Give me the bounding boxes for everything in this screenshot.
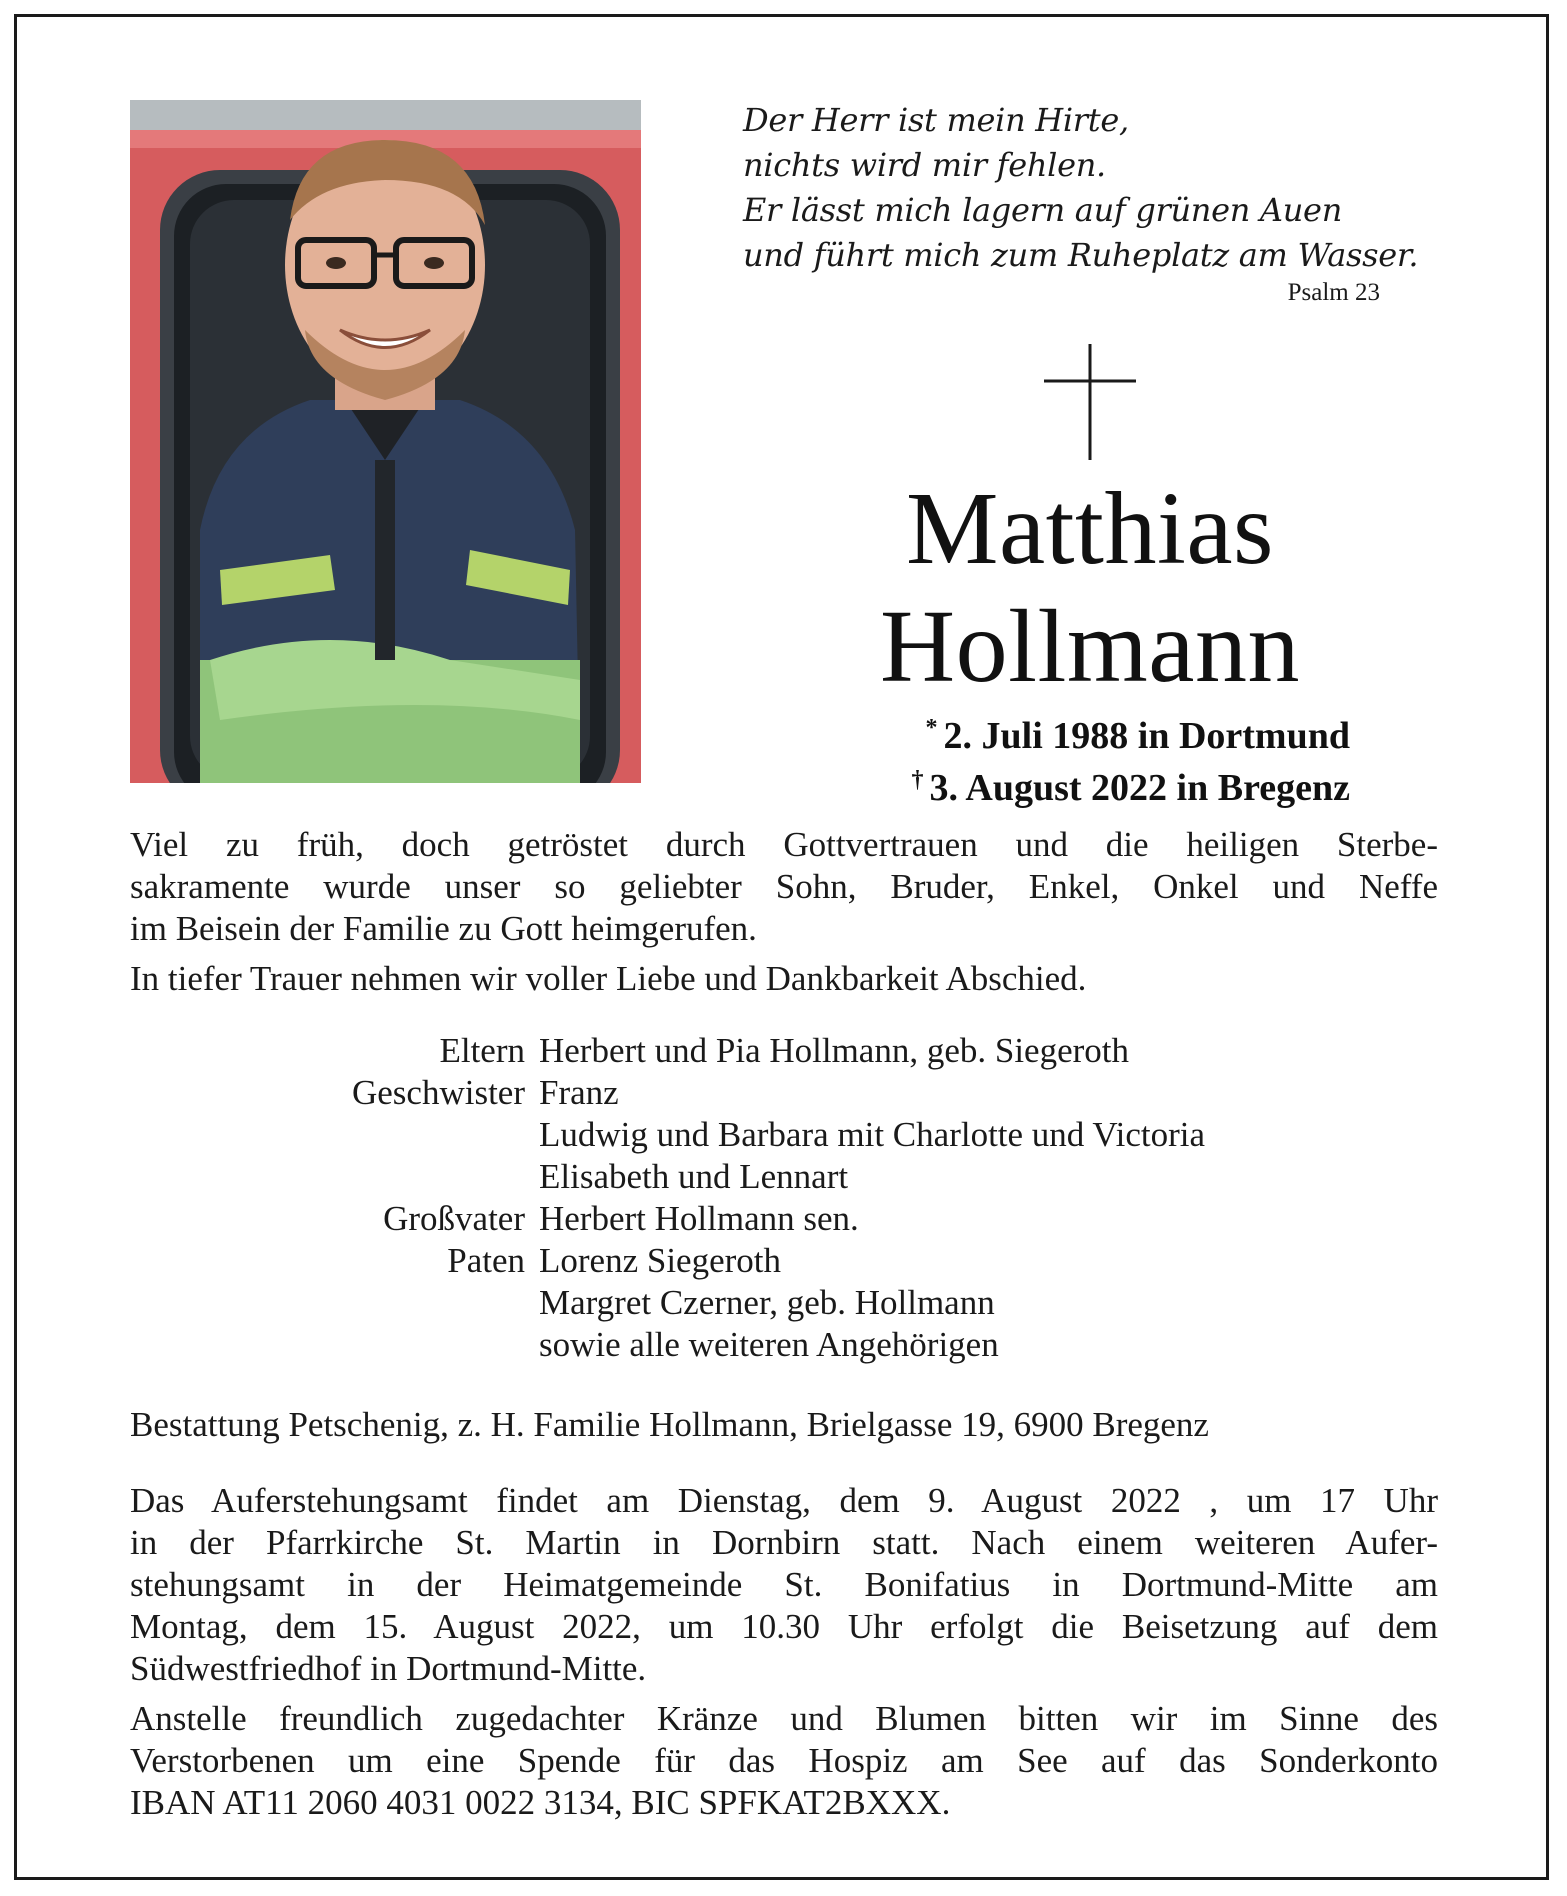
psalm-reference: Psalm 23 (1287, 279, 1380, 306)
birth-row (830, 706, 1350, 758)
donation-line: IBAN AT11 2060 4031 0022 3134, BIC SPFKAT2BXXX. (130, 1783, 951, 1822)
psalm-line: und führt mich zum Ruheplatz am Wasser. (743, 236, 1419, 274)
death-row (830, 758, 1350, 810)
family-names: Margret Czerner, geb. Hollmann (539, 1283, 995, 1322)
last-name: Hollmann (880, 589, 1300, 704)
family-row (130, 1072, 1438, 1114)
donation-line: Verstorbenen um eine Spende für das Hospiz am See auf das Sonderkonto (130, 1741, 1438, 1780)
psalm-quote (743, 98, 1419, 278)
psalm-line: nichts wird mir fehlen. (743, 146, 1106, 184)
family-names: Franz (539, 1073, 619, 1112)
birth-date: 2. Juli 1988 in Dortmund (943, 715, 1350, 757)
intro-line: im Beisein der Familie zu Gott heimgerufen. (130, 909, 757, 948)
psalm-line: Er lässt mich lagern auf grünen Auen (743, 191, 1342, 229)
service-paragraph (130, 1480, 1438, 1690)
family-names: Lorenz Siegeroth (539, 1241, 781, 1280)
family-names: Ludwig und Barbara mit Charlotte und Victoria (539, 1115, 1205, 1154)
address-line: Bestattung Petschenig, z. H. Familie Hollmann, Brielgasse 19, 6900 Bregenz (130, 1405, 1209, 1444)
farewell-text (130, 958, 1438, 1000)
donation-line: Anstelle freundlich zugedachter Kränze und Blumen bitten wir im Sinne des (130, 1699, 1438, 1738)
family-role: Geschwister (351, 1073, 525, 1112)
family-row (130, 1114, 1438, 1156)
family-row (130, 1240, 1438, 1282)
family-role: Großvater (383, 1199, 525, 1238)
service-line: Das Auferstehungsamt findet am Dienstag, dem 9. August 2022 , um 17 Uhr (130, 1481, 1438, 1520)
farewell-line: In tiefer Trauer nehmen wir voller Liebe und Dankbarkeit Abschied. (130, 959, 1087, 998)
death-symbol: † (911, 767, 924, 793)
donation-paragraph (130, 1698, 1438, 1824)
service-line: Montag, dem 15. August 2022, um 10.30 Uhr erfolgt die Beisetzung auf dem (130, 1607, 1438, 1646)
family-names: Elisabeth und Lennart (539, 1157, 849, 1196)
family-list (130, 1030, 1438, 1366)
service-line: stehungsamt in der Heimatgemeinde St. Bonifatius in Dortmund-Mitte am (130, 1565, 1438, 1604)
intro-line: Viel zu früh, doch getröstet durch Gottvertrauen und die heiligen Sterbe- (130, 825, 1438, 864)
service-line: in der Pfarrkirche St. Martin in Dornbirn statt. Nach einem weiteren Aufer- (130, 1523, 1438, 1562)
family-role (130, 1324, 539, 1366)
family-role: Paten (447, 1241, 525, 1280)
deceased-name (800, 470, 1380, 706)
family-role (130, 1114, 539, 1156)
family-row (130, 1282, 1438, 1324)
family-row (130, 1030, 1438, 1072)
portrait-photo (130, 100, 641, 783)
family-names: sowie alle weiteren Angehörigen (539, 1325, 999, 1364)
death-date: 3. August 2022 in Bregenz (929, 767, 1350, 809)
family-role (130, 1282, 539, 1324)
family-role: Eltern (439, 1031, 525, 1070)
family-names: Herbert Hollmann sen. (539, 1199, 859, 1238)
family-role (130, 1156, 539, 1198)
intro-line: sakramente wurde unser so geliebter Sohn, Bruder, Enkel, Onkel und Neffe (130, 867, 1438, 906)
psalm-line: Der Herr ist mein Hirte, (743, 101, 1129, 139)
family-row (130, 1156, 1438, 1198)
family-row (130, 1198, 1438, 1240)
life-dates (830, 706, 1350, 810)
birth-symbol: * (925, 715, 938, 741)
first-name: Matthias (906, 471, 1274, 586)
intro-paragraph (130, 824, 1438, 950)
funeral-home-address (130, 1404, 1438, 1446)
family-names: Herbert und Pia Hollmann, geb. Siegeroth (539, 1031, 1130, 1070)
cross-icon (1044, 344, 1136, 460)
family-row (130, 1324, 1438, 1366)
service-line: Südwestfriedhof in Dortmund-Mitte. (130, 1649, 647, 1688)
